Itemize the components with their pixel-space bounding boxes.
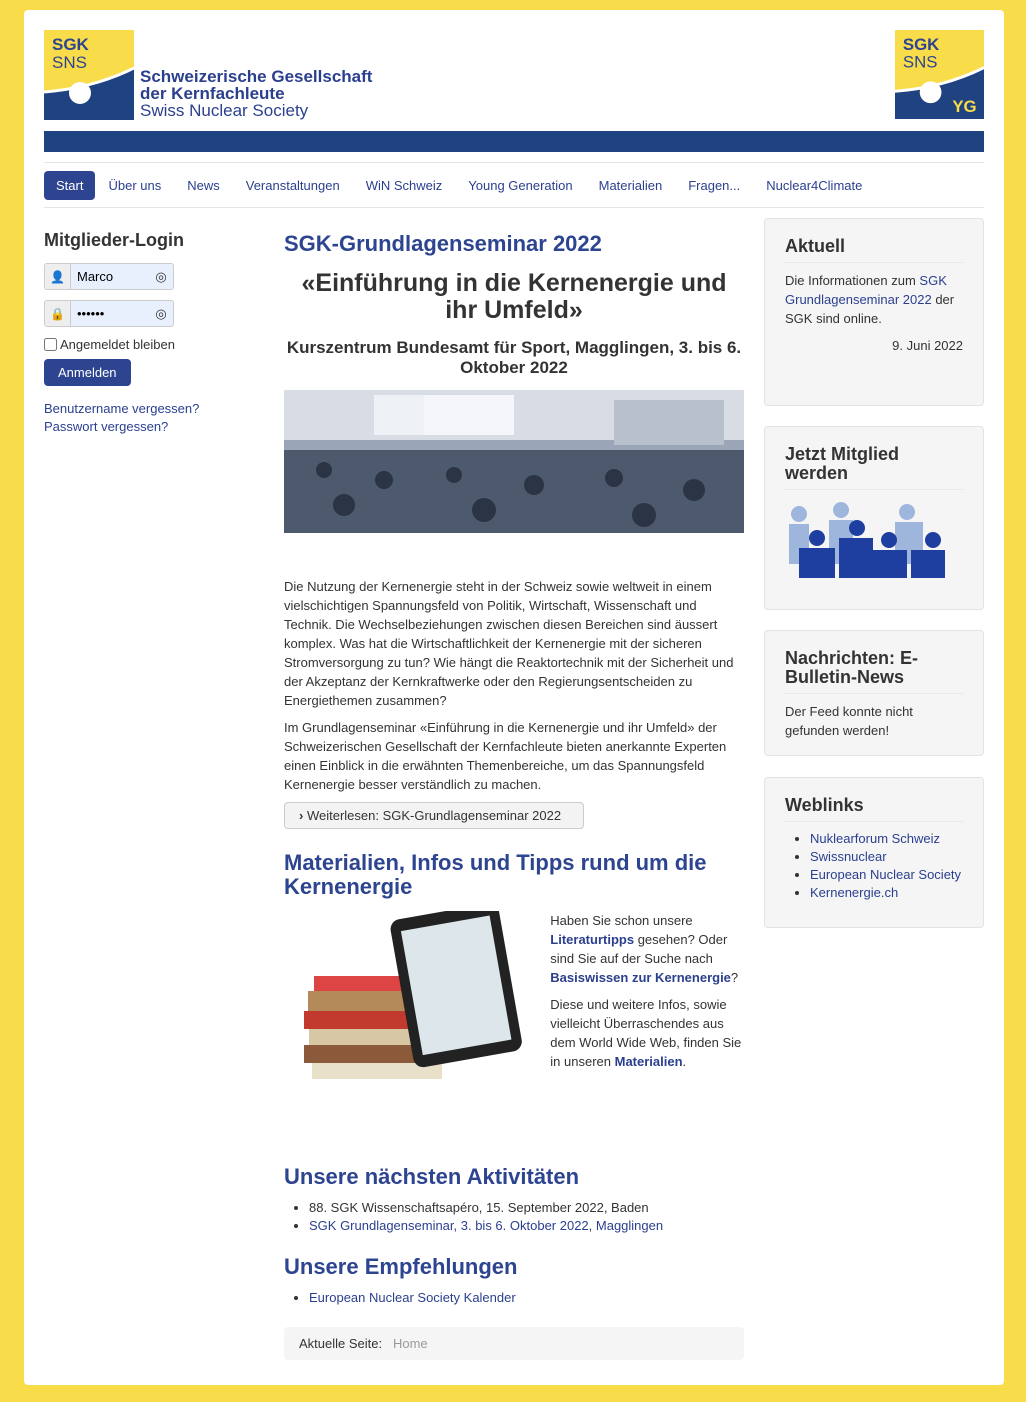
brand-name [140,68,372,119]
login-module [44,230,244,436]
aktuell-module: Aktuell Die Informationen zum SGK Grundlagenseminar 2022 der SGK sind online. 9. Juni 2022 [764,218,984,406]
brand-line-2: der Kernfachleute [140,84,285,103]
seminar-photo [284,390,744,533]
breadcrumb-current: Home [392,1336,428,1351]
weblinks-title: Weblinks [785,796,963,822]
nav-veranstaltungen[interactable]: Veranstaltungen [245,177,340,193]
username-input[interactable] [71,264,149,289]
weblink-item[interactable]: Kernenergie.ch [810,885,899,900]
remember-row [44,337,244,352]
recommend-link[interactable]: European Nuclear Society Kalender [309,1290,516,1305]
activity-item: • 88. SGK Wissenschaftsapéro, 15. September 2022, Baden [309,1199,744,1217]
aktuell-title: Aktuell [785,237,963,263]
nav-start[interactable]: Start [44,171,95,200]
password-input[interactable] [71,301,149,326]
article-subtitle: «Einführung in die Kernenergie und ihr Umfeld» [301,269,727,324]
nav-news[interactable]: News [187,177,220,193]
breadcrumb [284,1327,744,1360]
aktuell-link[interactable]: SGK Grundlagenseminar 2022 [785,273,947,307]
article-title[interactable]: SGK-Grundlagenseminar 2022 [284,231,602,256]
login-title: Mitglieder-Login [44,230,184,250]
svg-text:YG: YG [952,97,977,117]
weblink-item[interactable]: European Nuclear Society [810,867,962,882]
readmore-button[interactable] [284,802,584,829]
activities-title: Unsere nächsten Aktivitäten [284,1164,580,1189]
readmore-label: Weiterlesen: SGK-Grundlagenseminar 2022 [306,808,562,823]
literaturtipps-link[interactable]: Literaturtipps [550,932,635,947]
breadcrumb-label: Aktuelle Seite: [299,1336,383,1351]
news-module [764,630,984,756]
books-tablet-image [284,911,542,1091]
member-title[interactable]: Jetzt Mitglied werden [785,445,963,490]
header-bar [44,131,984,152]
nav-win-schweiz[interactable]: WiN Schweiz [365,177,443,193]
activity-item-link[interactable]: SGK Grundlagenseminar, 3. bis 6. Oktober 2022, Magglingen [309,1218,664,1233]
weblink-item[interactable]: Nuklearforum Schweiz [810,831,941,846]
materialien-link[interactable]: Materialien [614,1054,683,1069]
article-location: Kurszentrum Bundesamt für Sport, Magglingen, 3. bis 6. Oktober 2022 [286,338,742,377]
svg-text:SGK: SGK [52,35,89,54]
nav-young-generation[interactable]: Young Generation [468,177,573,193]
username-field [44,263,174,290]
nav-fragen[interactable]: Fragen... [688,177,741,193]
members-group-icon[interactable] [785,498,945,583]
aktuell-date: 9. Juni 2022 [892,338,963,353]
main-content [284,228,744,1360]
user-icon: 👤 [45,264,71,289]
article-paragraph-1: Die Nutzung der Kernenergie steht in der Schweiz sowie weltweit in einem vielschichtigen Spannungsfeld von Politik, Wirtschaft, Wissenschaft und Technik. Die Wechselbeziehungen zwischen diesen Bereichen sind äussert komplex. Was hat die Wirtschaftlichkeit der Kernenergie mit der sicheren Stromversorgung zu tun? Wie hängt die Reaktortechnik mit der Sicherheit und der Akzeptanz der Kernkraftwerke oder den Regierungsentscheiden zu Energiethemen zusammen? [284,579,734,708]
forgot-password-link[interactable]: Passwort vergessen? [44,419,169,434]
password-field [44,300,174,327]
svg-text:SNS: SNS [902,52,938,72]
password-manager-icon[interactable]: ◎ [149,264,173,289]
sgk-logo[interactable] [44,30,134,120]
login-button[interactable]: Anmelden [44,359,131,386]
nav-nuclear4climate[interactable]: Nuclear4Climate [766,177,863,193]
materials-title: Materialien, Infos und Tipps rund um die Kernenergie [284,850,707,899]
brand-line-3: Swiss Nuclear Society [140,101,309,120]
remember-label: Angemeldet bleiben [60,337,175,352]
svg-text:SGK: SGK [902,34,940,54]
page-card [24,10,1004,1385]
member-module [764,426,984,610]
materials-text: Haben Sie schon unsere Literaturtipps gesehen? Oder sind Sie auf der Suche nach Basiswissen zur Kernenergie? Diese und weitere Infos, sowie vielleicht Überraschendes aus dem World Wide Web, finden Sie in unseren Materialien. [550,913,742,1069]
nav-materialien[interactable]: Materialien [598,177,663,193]
weblinks-module [764,777,984,928]
basiswissen-link[interactable]: Basiswissen zur Kernenergie [550,970,731,985]
main-nav [44,162,984,208]
news-title: Nachrichten: E-Bulletin-News [785,649,963,694]
weblink-item[interactable]: Swissnuclear [810,849,887,864]
chevron-right-icon: › [299,808,304,823]
password-manager-icon[interactable]: ◎ [149,301,173,326]
svg-text:SNS: SNS [52,53,87,72]
lock-icon: 🔒 [45,301,71,326]
yg-logo[interactable] [895,30,984,119]
recommend-title: Unsere Empfehlungen [284,1254,518,1279]
news-text: Der Feed konnte nicht gefunden werden! [785,704,913,738]
brand-line-1: Schweizerische Gesellschaft [140,67,373,86]
forgot-username-link[interactable]: Benutzername vergessen? [44,401,200,416]
remember-checkbox[interactable] [44,338,57,351]
article-paragraph-2: Im Grundlagenseminar «Einführung in die Kernenergie und ihr Umfeld» der Schweizerischen Gesellschaft der Kernfachleute bieten anerkannte Experten einen Einblick in die erwähnten Themenbereiche, um das Spannungsfeld Kernenergie besser verständlich zu machen. [284,720,727,792]
nav-ueber-uns[interactable]: Über uns [108,177,162,193]
